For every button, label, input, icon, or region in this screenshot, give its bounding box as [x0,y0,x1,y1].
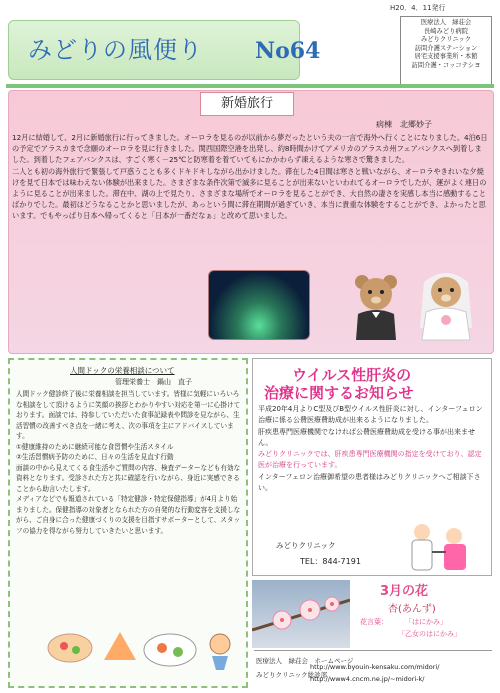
organization-box [400,16,492,88]
flower-language-label: 花言葉： [360,618,388,626]
paragraph: 肝疾患専門医療機関でなければ公費医療費助成を受ける事が出来ません。 [258,427,475,447]
org-line: 訪問介護・コッコテシヨ [411,61,481,69]
nutrition-article-body [16,389,242,536]
paragraph-highlight: みどりクリニックでは、肝疾患専門医療機関の指定を受けており、認定医が治療を行っています。 [258,450,482,470]
flower-language-2: 「乙女のはにかみ」 [398,630,461,638]
issue-number: No64 [255,38,321,64]
paragraph: 人間ドック健診終了後に栄養相談を担当しています。皆様に気軽にいろいろな相談をして頂けるように笑顔の挨拶とわかりやすい対応を第一に心掛けております。面談では、持参していただいた食事記録表や問診を見ながら、生活習慣の改善すべき点を一緒に考え、次の事項を主にアドバイスしています。 [16,390,241,440]
aurora-photo [208,270,310,340]
newsletter-title: みどりの風便り [28,36,203,64]
paragraph: ①健康維持のために継続可能な食習慣や生活スタイル [16,442,174,451]
paragraph: 12月に結婚して、2月に新婚旅行に行ってきました。オーロラを見るのが以前から夢だったという夫の一言で海外へ行くことになりました。4泊6日の予定でアラスカまで念願のオーロラを見に行きました。関西国際空港を出発し、約8時間かけてアメリカのアラスカ州フェアバンクスへ到着しました。到着したフェアバンクスは、すごく寒く－25℃と防寒着を着ていてもにかかわらず凍えるような寒さで驚きました。 [12,133,488,165]
flower-name: 杏(あんず) [388,604,436,615]
footer-clinic-dept: みどりクリニック総診部 [256,671,328,679]
food-illustrations [40,620,240,676]
footer-url-2[interactable]: http://www4.cncm.ne.jp/~midori-k/ [310,675,425,683]
footer-org-homepage: 医療法人 緑荘会 ホームページ [256,657,354,665]
paragraph: 面談の中から見えてくる食生活やご質問の内容、検査データーなども有効な資料となります。受診された方と共に確認を行いながら、身近に実感できることから助言いたします。 [16,463,241,493]
paragraph: 平成20年4月よりC型及びB型ウイルス性肝炎に対し、インターフェロン治療に係る公費医療費助成が出来るようになりました。 [258,405,483,425]
apricot-blossom-icon [252,580,350,648]
doctor-patient-illustration [404,520,474,576]
clinic-name: みどりクリニック [276,541,336,550]
issue-date: H20．4．11発行 [390,4,446,12]
hepatitis-notice-title-line1: ウイルス性肝炎の [292,366,412,384]
paragraph: ②生活習慣病予防のために、日々の生活を見直す行動 [16,453,174,461]
flower-section-title: 3月の花 [380,584,429,599]
org-line: みどりクリニック [421,36,471,43]
org-line: 医療法人 緑荘会 [420,19,472,26]
org-line: 訪問介護ステーション [414,44,478,52]
honeymoon-article-author: 病棟 北郷妙子 [376,120,432,129]
footer-url-1[interactable]: http://www.byouin-kensaku.com/midori/ [310,663,440,671]
hepatitis-notice-title-line2: 治療に関するお知らせ [264,384,414,402]
paragraph: メディアなどでも報道されている「特定健診・特定保健指導」が4月より始まりました。保健指導の対象者となられた方の自発的な行動変容を支援しながら、ご自身に合った健康づくりの支援を目指すサポーターとして、スタッフの協力を得ながら努力していきたいと思います。 [16,495,241,535]
hepatitis-notice-body [258,404,488,494]
apricot-blossom-photo [252,580,350,648]
divider [6,84,494,88]
honeymoon-article-body [12,132,488,222]
org-line: 居宅支援事業所・本館 [414,53,478,60]
org-line: 長崎みどり病院 [423,27,469,35]
clinic-phone: TEL：844-7191 [300,557,361,566]
nutrition-article-title: 人間ドックの栄養相談について [70,366,175,375]
groom-bear-image [350,270,402,342]
honeymoon-article-title: 新婚旅行 [200,92,294,116]
nutrition-article-author: 管理栄養士 鍋山 直子 [115,378,192,386]
bride-bear-image [418,268,474,342]
paragraph: インターフェロン治療御希望の患者様はみどりクリニックへご相談下さい。 [258,472,481,493]
flower-language-1: 「はにかみ」 [405,618,447,626]
paragraph: 二人とも初の海外旅行で緊張して戸惑うことも多くドキドキしながら出かけました。滞在した4日間は寒さと戦いながら、オーロラやきれいな夕焼けを見て日本では味わえない体験が出来ました。さまざまな条件次第で滅多に見ることが出来ないといわれてるオーロラでしたが、運がよく連日のように見ることが出来ました。滞在中、湖の上で見たり、さまざまな場所でオーロラを見ることができ、大自然の凄さを実感し本当に感動することばかりでした。最初はどうなることかと思いましたが、あっという間に滞在期間が過ぎていき、本当に貴重な体験をすることができ、よかったと思います。でもやっぱり日本へ帰ってくると「日本が一番だなぁ」と改めて思いました。 [12,166,487,221]
